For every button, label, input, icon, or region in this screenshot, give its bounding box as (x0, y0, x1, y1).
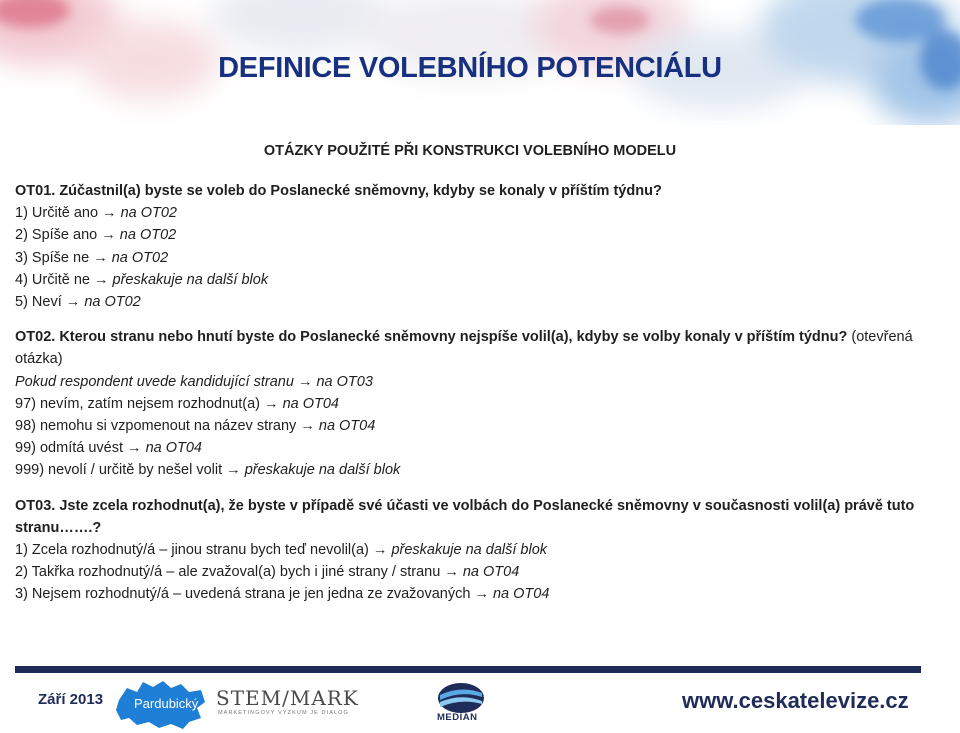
page-subtitle: OTÁZKY POUŽITÉ PŘI KONSTRUKCI VOLEBNÍHO MODELU (263, 143, 677, 159)
arrow-icon: → (474, 586, 489, 603)
questionnaire-content (15, 180, 920, 606)
arrow-icon: → (102, 205, 117, 222)
question-ot03: OT03. Jste zcela rozhodnut(a), že byste v případě své účasti ve volbách do Poslanecké sněmovny v současnosti volil(a) právě tuto (15, 497, 915, 514)
median-logo-icon (436, 681, 486, 715)
page-title: DEFINICE VOLEBNÍHO POTENCIÁLU (218, 52, 722, 84)
question-note: (otevřená (851, 329, 913, 346)
footer-date: Září 2013 (38, 691, 104, 708)
arrow-icon: → (444, 564, 459, 581)
stemmark-logo: STEM/MARK (216, 686, 359, 710)
answer-option: 999) nevolí / určitě by nešel volit → přeskakuje na další blok (15, 462, 401, 479)
answer-option: Pokud respondent uvede kandidující stranu → na OT03 (15, 373, 373, 390)
answer-option: 2) Takřka rozhodnutý/á – ale zvažoval(a) bych i jiné strany / stranu → na OT04 (15, 564, 520, 581)
arrow-icon: → (226, 462, 241, 479)
arrow-icon: → (101, 227, 116, 244)
answer-option: 99) odmítá uvést → na OT04 (15, 440, 202, 457)
answer-option: 98) nemohu si vzpomenout na název strany → na OT04 (15, 418, 376, 435)
arrow-icon: → (127, 440, 142, 457)
answer-option: 1) Určitě ano → na OT02 (15, 205, 177, 222)
stemmark-tagline: MARKETINGOVÝ VÝZKUM JE DIALOG (218, 710, 349, 716)
arrow-icon: → (65, 294, 81, 311)
question-ot01: OT01. Zúčastnil(a) byste se voleb do Poslanecké sněmovny, kdyby se konaly v příštím týdnu? (15, 183, 662, 199)
pardubicky-logo-text: Pardubický (134, 696, 199, 711)
arrow-icon: → (372, 542, 388, 559)
arrow-icon: → (297, 373, 313, 390)
question-note-continued: otázka) (15, 351, 63, 368)
arrow-icon: → (93, 271, 109, 288)
question-ot03-continued: stranu…….? (15, 519, 102, 536)
answer-option: 3) Spíše ne → na OT02 (15, 249, 169, 266)
answer-option: 97) nevím, zatím nejsem rozhodnut(a) → na OT04 (15, 395, 339, 412)
answer-option: 3) Nejsem rozhodnutý/á – uvedená strana je jen jedna ze zvažovaných → na OT04 (15, 586, 550, 603)
answer-option: 1) Zcela rozhodnutý/á – jinou stranu bych teď nevolil(a) → přeskakuje na další blok (15, 542, 548, 559)
arrow-icon: → (300, 418, 315, 435)
arrow-icon: → (264, 395, 279, 412)
answer-option: 5) Neví → na OT02 (15, 294, 141, 311)
footer-website-link[interactable]: www.ceskatelevize.cz (682, 688, 909, 713)
arrow-icon: → (93, 249, 108, 266)
question-ot02: OT02. Kterou stranu nebo hnutí byste do Poslanecké sněmovny nejspíše volil(a), kdyby se volby konaly v příštím týdnu? (otevřená (15, 329, 913, 346)
answer-option: 4) Určitě ne → přeskakuje na další blok (15, 271, 269, 288)
answer-option: 2) Spíše ano → na OT02 (15, 227, 177, 244)
footer-divider (15, 666, 921, 673)
median-logo-text: MEDIAN (437, 712, 478, 723)
